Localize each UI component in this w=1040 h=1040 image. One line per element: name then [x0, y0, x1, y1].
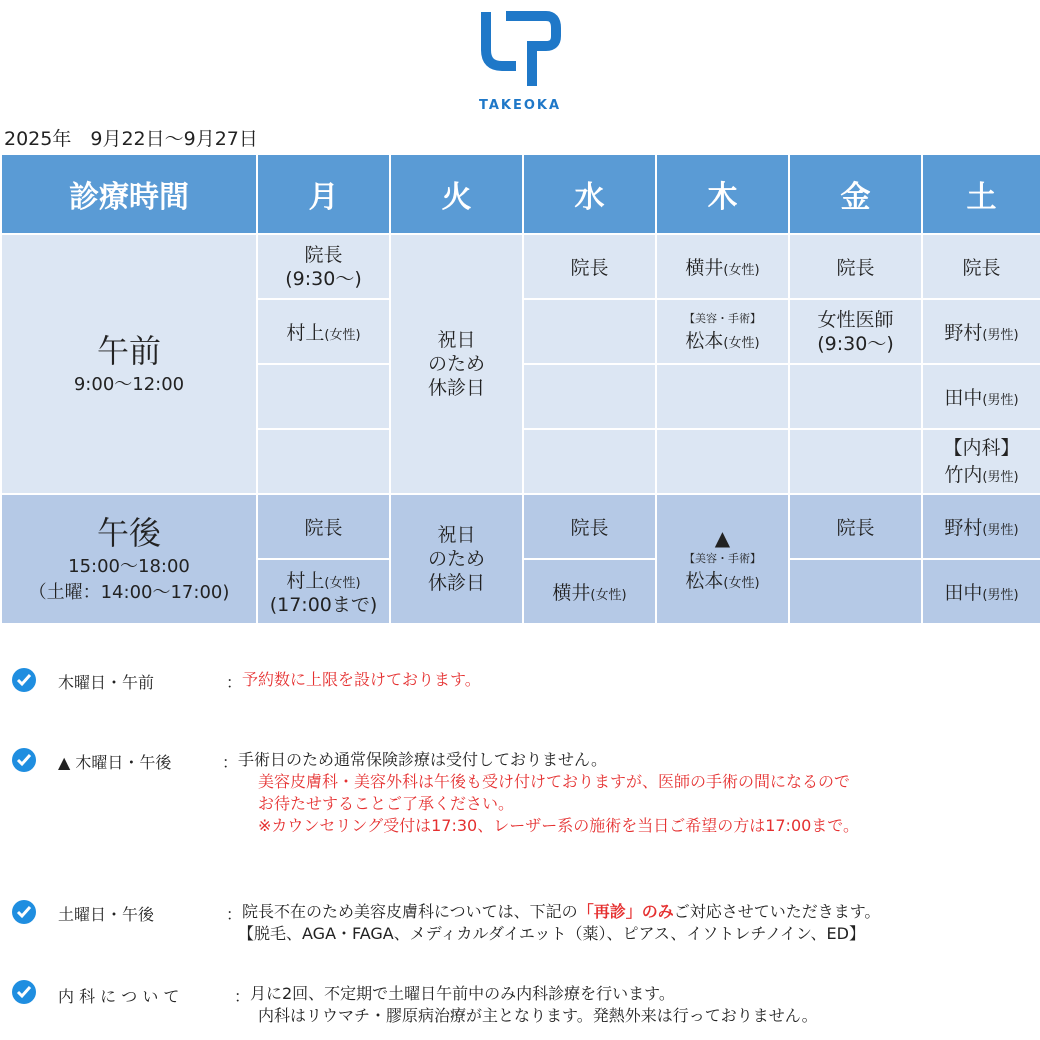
am-mon2-gender: (女性): [324, 328, 361, 343]
am-sat-4: [922, 429, 1040, 494]
am-label: 午前: [96, 332, 161, 370]
header-hours: 診療時間: [1, 154, 257, 234]
note3-line1: [242, 902, 880, 922]
pm-mon2-doctor: 村上: [286, 570, 325, 592]
am-wed-2: [523, 299, 656, 364]
am-thu2-doctor: 松本: [685, 330, 724, 352]
am-mon-4: [257, 429, 390, 494]
header-fri: 金: [789, 154, 922, 234]
note1-colon: ：: [226, 673, 243, 692]
am-wed-1: 院長: [523, 234, 656, 299]
am-mon-time: (9:30～): [285, 267, 362, 290]
note3-line1a: 院長不在のため美容皮膚科については、下記の: [242, 902, 578, 921]
note3-colon: ：: [226, 905, 243, 924]
pm-row-1: [1, 494, 1040, 559]
am-sat2-gender: (男性): [982, 328, 1019, 343]
pm-thu-doctor: 松本: [685, 569, 724, 592]
note2-colon: ：: [222, 753, 239, 772]
triangle-mark-icon: ▲: [714, 525, 731, 550]
note2-label: ▲ 木曜日・午後: [58, 753, 172, 772]
check-circle-icon: [12, 668, 36, 692]
header-wed: 水: [523, 154, 656, 234]
pm-wed2-gender: (女性): [590, 588, 627, 603]
pm-thu-gender: (女性): [723, 575, 760, 591]
note2-line1: 手術日のため通常保険診療は受付しておりません。: [238, 750, 607, 769]
am-fri2-doctor: 女性医師: [817, 308, 894, 331]
pm-sat-1: [922, 494, 1040, 559]
note4-line2: 内科はリウマチ・膠原病治療が主となります。発熱外来は行っておりません。: [258, 1006, 818, 1025]
pm-sat2-gender: (男性): [982, 588, 1019, 603]
header-row: [1, 154, 1040, 234]
am-thu-gender: (女性): [723, 263, 760, 278]
pm-mon-2: [257, 559, 390, 624]
pm-fri-2: [789, 559, 922, 624]
am-mon-2: [257, 299, 390, 364]
note1-body: 予約数に上限を設けております。: [242, 670, 481, 689]
am-sat3-doctor: 田中: [944, 387, 983, 409]
note4-colon: ：: [234, 987, 251, 1006]
am-sat3-gender: (男性): [982, 393, 1019, 408]
am-period-cell: [1, 234, 257, 494]
pm-mon-1: 院長: [257, 494, 390, 559]
date-range: 2025年 9月22日～9月27日: [4, 128, 258, 150]
am-fri-2: [789, 299, 922, 364]
header-mon: 月: [257, 154, 390, 234]
am-tue-closed: [390, 234, 523, 494]
note4-label: 内 科 に つ い て: [58, 987, 180, 1006]
am-sat-1: 院長: [922, 234, 1040, 299]
am-sat-2: [922, 299, 1040, 364]
check-circle-icon: [12, 748, 36, 772]
note2-line3: お待たせすることご了承ください。: [258, 794, 515, 813]
am-thu2-tag: 【美容・手術】: [684, 312, 761, 325]
logo-text: TAKEOKA: [478, 98, 562, 113]
am-mon-1: [257, 234, 390, 299]
pm-sat2-doctor: 田中: [944, 582, 983, 604]
am-fri-1: 院長: [789, 234, 922, 299]
pm-period-cell: [1, 494, 257, 624]
pm-mon2-until: (17:00まで): [269, 594, 378, 616]
am-row-1: [1, 234, 1040, 299]
note1-label: 木曜日・午前: [58, 673, 155, 692]
header-tue: 火: [390, 154, 523, 234]
am-mon-doctor: 院長: [304, 243, 343, 266]
pm-sat1-doctor: 野村: [944, 517, 983, 539]
am-sat-3: [922, 364, 1040, 429]
am-thu-3: [656, 364, 789, 429]
am-fri-3: [789, 364, 922, 429]
am-thu-4: [656, 429, 789, 494]
pm-sat1-gender: (男性): [982, 523, 1019, 538]
pm-mon2-gender: (女性): [324, 576, 361, 591]
pm-wed-1: 院長: [523, 494, 656, 559]
note4-line1: 月に2回、不定期で土曜日午前中のみ内科診療を行います。: [250, 984, 675, 1003]
pm-sat-2: [922, 559, 1040, 624]
am-tue-line2: のため: [427, 353, 485, 375]
am-thu2-gender: (女性): [723, 336, 760, 351]
pm-sat-hours: （土曜：14:00～17:00): [28, 582, 230, 603]
am-wed-3: [523, 364, 656, 429]
note3-revisit-only: 「再診」のみ: [577, 902, 674, 921]
am-fri2-time: (9:30～): [817, 332, 894, 355]
check-circle-icon: [12, 980, 36, 1004]
am-tue-line1: 祝日: [437, 329, 476, 351]
pm-thu-cell: [656, 494, 789, 624]
pm-thu-tag: 【美容・手術】: [684, 551, 761, 565]
am-sat4-tag: 【内科】: [943, 437, 1020, 459]
am-sat2-doctor: 野村: [944, 322, 983, 344]
note3-line1c: ご対応させていただきます。: [673, 902, 881, 921]
pm-wed2-doctor: 横井: [552, 582, 591, 604]
pm-tue-closed: [390, 494, 523, 624]
am-wed-4: [523, 429, 656, 494]
note3-label: 土曜日・午後: [58, 905, 155, 924]
am-hours: 9:00～12:00: [73, 374, 185, 395]
pm-hours: 15:00～18:00: [68, 556, 190, 577]
pm-tue-line2: のため: [427, 548, 485, 570]
header-sat: 土: [922, 154, 1040, 234]
pm-tue-line1: 祝日: [437, 524, 476, 546]
am-fri-4: [789, 429, 922, 494]
am-mon-3: [257, 364, 390, 429]
check-circle-icon: [12, 900, 36, 924]
am-thu-2: [656, 299, 789, 364]
pm-wed-2: [523, 559, 656, 624]
pm-tue-line3: 休診日: [427, 572, 485, 594]
logo-mark-icon: [470, 6, 570, 96]
am-thu-doctor: 横井: [685, 257, 724, 279]
note2-line4: ※カウンセリング受付は17:30、レーザー系の施術を当日ご希望の方は17:00まで。: [258, 816, 859, 835]
header-thu: 木: [656, 154, 789, 234]
am-thu-1: [656, 234, 789, 299]
am-sat4-gender: (男性): [982, 470, 1019, 485]
schedule-table: [0, 153, 1040, 625]
pm-fri-1: 院長: [789, 494, 922, 559]
pm-label: 午後: [96, 514, 161, 552]
am-sat4-doctor: 竹内: [944, 464, 983, 486]
note3-line2: 【脱毛、AGA・FAGA、メディカルダイエット（薬）、ピアス、イソトレチノイン、ED】: [238, 924, 865, 943]
am-mon2-doctor: 村上: [286, 322, 325, 344]
note2-line2: 美容皮膚科・美容外科は午後も受け付けておりますが、医師の手術の間になるので: [258, 772, 851, 791]
am-tue-line3: 休診日: [427, 377, 485, 399]
takeoka-logo: [470, 6, 570, 116]
